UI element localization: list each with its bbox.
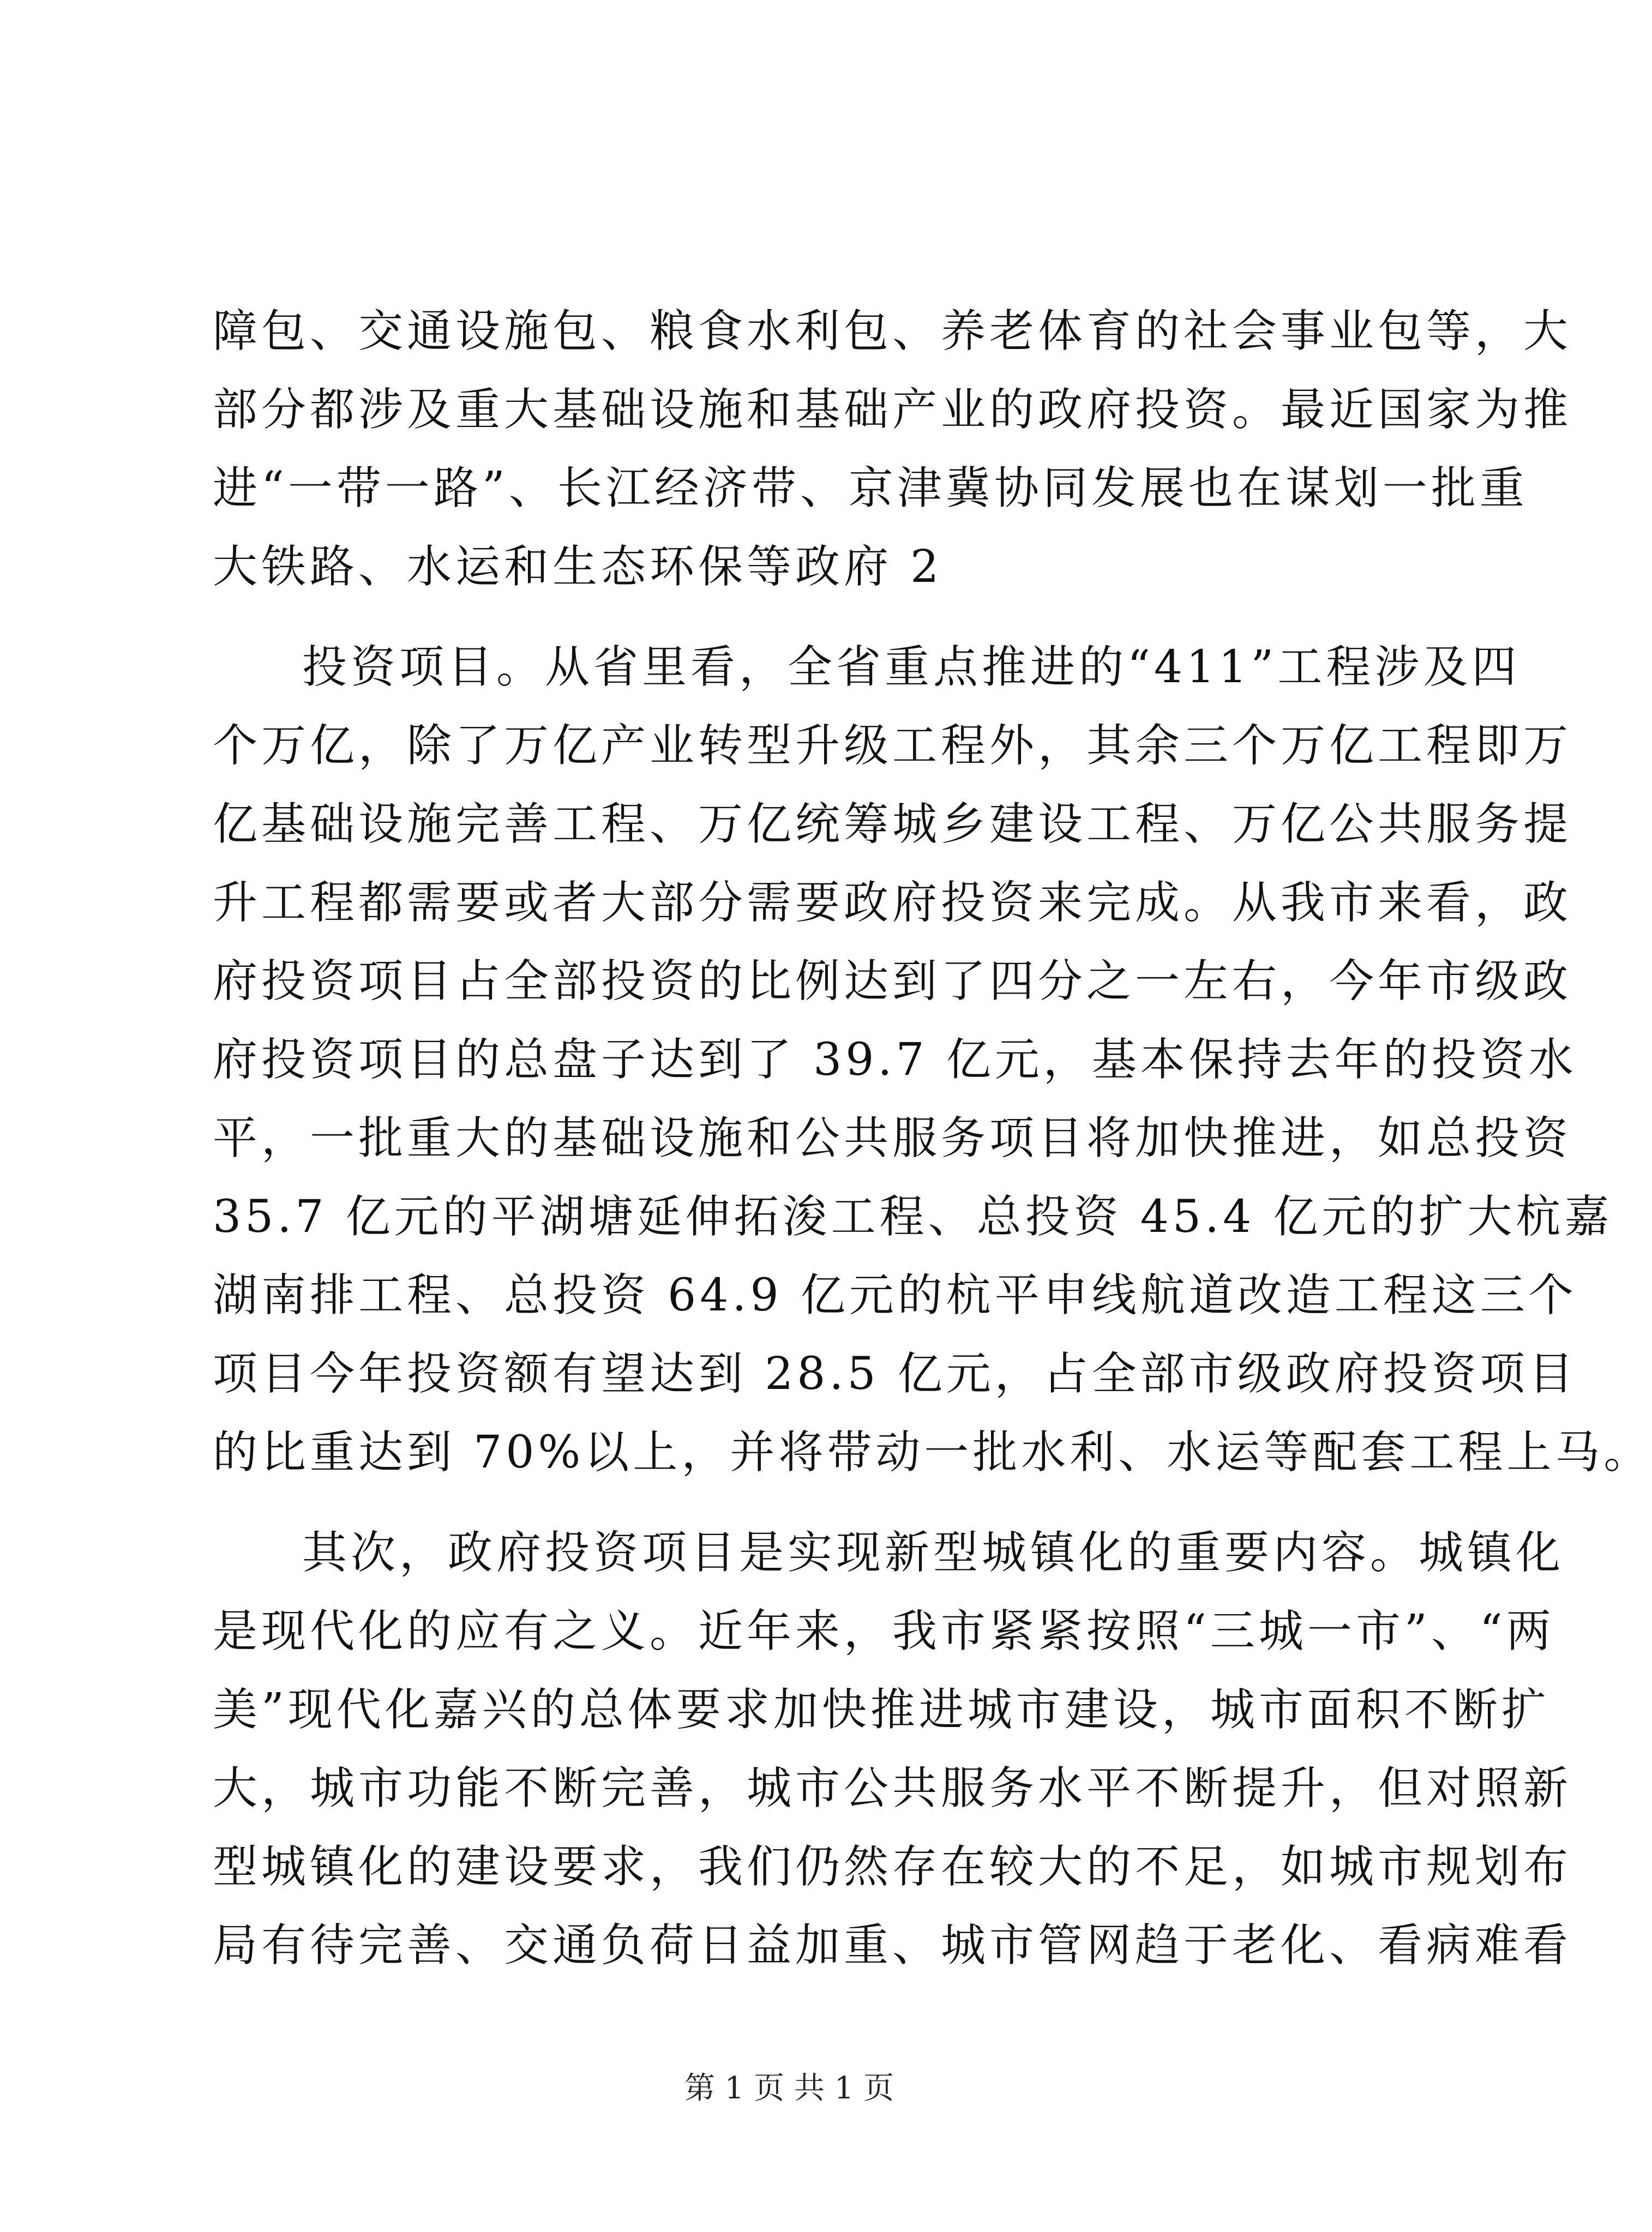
- text-line: 35.7 亿元的平湖塘延伸拓浚工程、总投资 45.4 亿元的扩大杭嘉: [213, 1191, 1613, 1243]
- text-line: 平，一批重大的基础设施和公共服务项目将加快推进，如总投资: [213, 1112, 1572, 1164]
- paragraph-1: [213, 292, 1572, 606]
- text-line: 是现代化的应有之义。近年来，我市紧紧按照“三城一市”、“两: [213, 1605, 1555, 1657]
- text-line: 升工程都需要或者大部分需要政府投资来完成。从我市来看，政: [213, 877, 1572, 929]
- text-line: 部分都涉及重大基础设施和基础产业的政府投资。最近国家为推: [213, 384, 1572, 436]
- text-line: 其次，政府投资项目是实现新型城镇化的重要内容。城镇化: [302, 1527, 1565, 1579]
- text-line: 大，城市功能不断完善，城市公共服务水平不断提升，但对照新: [213, 1762, 1572, 1814]
- paragraph-spacer: [213, 606, 1385, 628]
- text-line: 个万亿，除了万亿产业转型升级工程外，其余三个万亿工程即万: [213, 720, 1572, 772]
- paragraph-3: [213, 1514, 1572, 1985]
- text-line: 局有待完善、交通负荷日益加重、城市管网趋于老化、看病难看: [213, 1920, 1572, 1971]
- text-line: 型城镇化的建设要求，我们仍然存在较大的不足，如城市规划布: [213, 1841, 1572, 1893]
- document-body: [213, 292, 1652, 1985]
- text-line: 项目今年投资额有望达到 28.5 亿元，占全部市级政府投资项目: [213, 1348, 1577, 1400]
- paragraph-2: [213, 628, 1652, 1492]
- text-line: 府投资项目占全部投资的比例达到了四分之一左右，今年市级政: [213, 955, 1572, 1007]
- text-line: 的比重达到 70%以上，并将带动一批水利、水运等配套工程上马。: [213, 1427, 1652, 1478]
- page-number-footer: 第 1 页 共 1 页: [684, 2071, 894, 2106]
- paragraph-spacer: [213, 1492, 1385, 1514]
- text-line: 亿基础设施完善工程、万亿统筹城乡建设工程、万亿公共服务提: [213, 798, 1572, 850]
- text-line: 进“一带一路”、长江经济带、京津冀协同发展也在谋划一批重: [213, 462, 1528, 514]
- text-line: 障包、交通设施包、粮食水利包、养老体育的社会事业包等，大: [213, 305, 1572, 357]
- text-line: 投资项目。从省里看，全省重点推进的“411”工程涉及四: [302, 641, 1521, 693]
- text-line: 大铁路、水运和生态环保等政府 2: [213, 541, 943, 593]
- text-line: 美”现代化嘉兴的总体要求加快推进城市建设，城市面积不断扩: [213, 1684, 1550, 1736]
- text-line: 府投资项目的总盘子达到了 39.7 亿元，基本保持去年的投资水: [213, 1034, 1577, 1086]
- text-line: 湖南排工程、总投资 64.9 亿元的杭平申线航道改造工程这三个: [213, 1270, 1577, 1321]
